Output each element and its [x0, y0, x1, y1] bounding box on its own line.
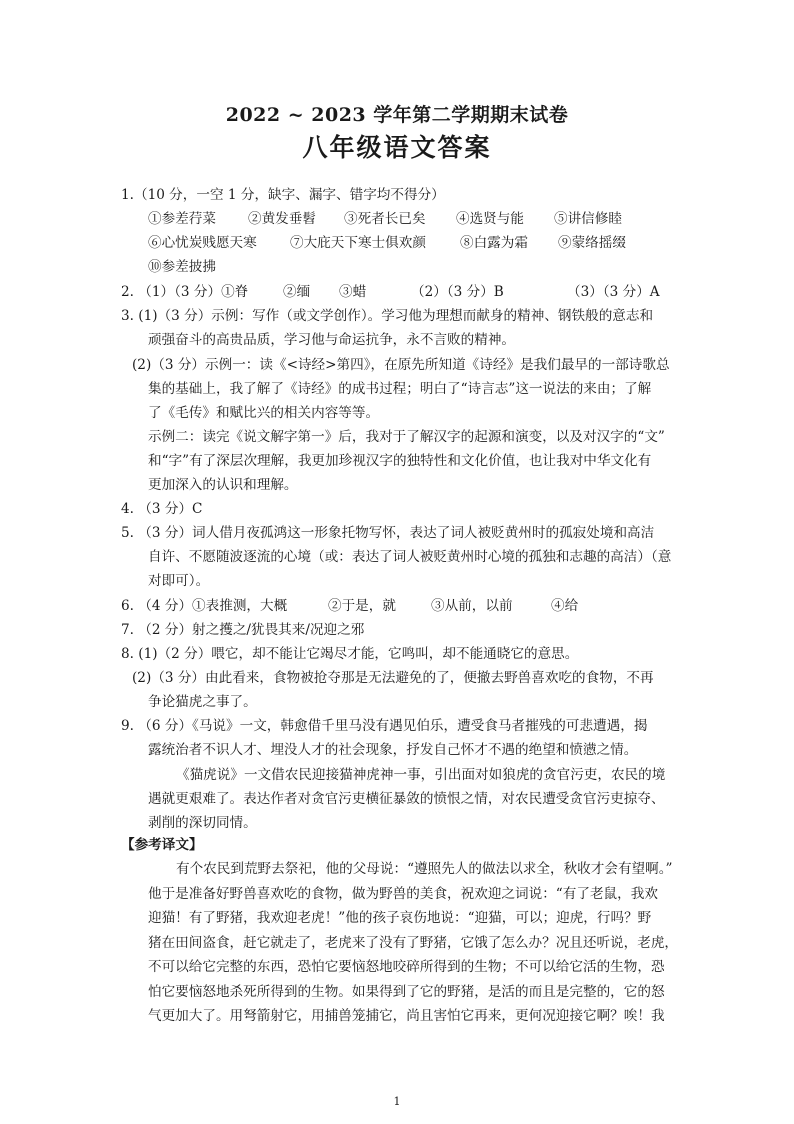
q3-line: 集的基础上，我了解了《诗经》的成书过程；明白了“诗言志”这一说法的来由；了解 — [148, 381, 652, 397]
q1-answer: ⑩参差披拂 — [148, 259, 216, 275]
page-title: 2022 ~ 2023 学年第二学期期末试卷 — [225, 104, 569, 126]
q3-line: 示例二：读完《说文解字第一》后，我对于了解汉字的起源和演变，以及对汉字的“文” — [148, 429, 665, 445]
q2-part: ③蜡 — [339, 284, 367, 300]
q6-part: ④给 — [551, 598, 579, 614]
q3-line: (2)（3 分）示例一：读《<诗经>第四》，在原先所知道《诗经》是我们最早的一部诗歌总 — [132, 357, 670, 373]
q4-line: 4. （3 分）C — [121, 501, 203, 517]
q9-line: 9. （6 分）《马说》一文，韩愈借千里马没有遇见伯乐，遭受食马者摧残的可悲遭遇，揭 — [121, 718, 648, 734]
page-number: 1 — [393, 1095, 401, 1108]
q8-line: 争论猫虎之事了。 — [148, 694, 257, 710]
q1-answer: ③死者长已矣 — [344, 211, 426, 227]
q1-answer: ④选贤与能 — [456, 211, 524, 227]
q1-answer: ⑥心忧炭贱愿天寒 — [148, 235, 257, 251]
q8-line: 8. (1)（2 分）喂它，却不能让它竭尽才能，它鸣叫，却不能通晓它的意思。 — [121, 646, 579, 662]
q3-line: 和“字”有了深层次理解，我更加珍视汉字的独特性和文化价值，也让我对中华文化有 — [148, 453, 652, 469]
q9-line: 《猫虎说》一文借农民迎接猫神虎神一事，引出面对如狼虎的贪官污吏，农民的境 — [176, 767, 666, 783]
q1-answer: ⑧白露为霜 — [460, 235, 528, 251]
q6-part: ③从前，以前 — [431, 598, 513, 614]
translation-heading: 【参考译文】 — [121, 837, 203, 853]
q1-answer: ⑤讲信修睦 — [554, 211, 622, 227]
translation-line: 不可以给它完整的东西，恐怕它要恼怒地咬碎所得到的生物；不可以给它活的生物，恐 — [148, 959, 665, 975]
q2-part: ②缅 — [283, 284, 311, 300]
q5-line: 自许、不愿随波逐流的心境（或：表达了词人被贬黄州时心境的孤独和志趣的高洁）（意 — [148, 549, 672, 565]
q1-answer: ⑨蒙络摇缀 — [558, 235, 626, 251]
q2-part: （3）（3 分）A — [567, 284, 660, 300]
q3-line: 了《毛传》和赋比兴的相关内容等等。 — [148, 405, 380, 421]
q2-part: 2. （1）（3 分）①脊 — [121, 284, 249, 300]
page-subtitle: 八年级语文答案 — [302, 133, 492, 162]
q9-line: 剥削的深切同情。 — [148, 815, 257, 831]
q5-line: 对即可）。 — [148, 573, 210, 589]
translation-line: 猪在田间盗食，赶它就走了，老虎来了没有了野猪，它饿了怎么办？况且还听说，老虎， — [148, 935, 678, 951]
translation-line: 有个农民到荒野去祭祀，他的父母说：“遵照先人的做法以求全，秋收才会有望啊。” — [176, 861, 673, 877]
q8-line: (2)（3 分）由此看来，食物被抢夺那是无法避免的了，便撤去野兽喜欢吃的食物，不再 — [132, 670, 654, 686]
q1-head: 1.（10 分，一空 1 分，缺字、漏字、错字均不得分） — [121, 187, 445, 203]
q7-line: 7. （2 分）射之擭之/犹畏其来/况迎之邪 — [121, 622, 365, 638]
q9-line: 遇就更艰难了。表达作者对贪官污吏横征暴敛的愤恨之情，对农民遭受贪官污吏掠夺、 — [148, 791, 665, 807]
q6-part: ②于是，就 — [328, 598, 396, 614]
q3-line: 顽强奋斗的高贵品质，学习他与命运抗争，永不言败的精神。 — [148, 332, 516, 348]
q3-line: 3. (1)（3 分）示例：写作（或文学创作）。学习他为理想而献身的精神、钢铁般的意志和 — [121, 308, 654, 324]
translation-line: 怕它要恼怒地杀死所得到的生物。如果得到了它的野猪，是活的而且是完整的，它的怒 — [148, 984, 665, 1000]
q9-line: 露统治者不识人才、埋没人才的社会现象，抒发自己怀才不遇的绝望和愤懑之情。 — [148, 742, 638, 758]
q1-answer: ①参差荇菜 — [148, 211, 216, 227]
q2-part: （2）（3 分）B — [411, 284, 504, 300]
translation-line: 他于是准备好野兽喜欢吃的食物，做为野兽的美食，祝欢迎之词说：“有了老鼠，我欢 — [148, 886, 658, 902]
q1-answer: ②黄发垂髫 — [248, 211, 316, 227]
translation-line: 迎猫！有了野猪，我欢迎老虎！”他的孩子哀伤地说：“迎猫，可以；迎虎，行吗？野 — [148, 910, 652, 926]
q6-part: 6. （4 分）①表推测，大概 — [121, 598, 288, 614]
q3-line: 更加深入的认识和理解。 — [148, 477, 298, 493]
translation-line: 气更加大了。用弩箭射它，用捕兽笼捕它，尚且害怕它再来，更何况迎接它啊？唉！我 — [148, 1008, 665, 1024]
q5-line: 5. （3 分）词人借月夜孤鸿这一形象托物写怀，表达了词人被贬黄州时的孤寂处境和高洁 — [121, 525, 655, 541]
q1-answer: ⑦大庇天下寒士俱欢颜 — [290, 235, 426, 251]
